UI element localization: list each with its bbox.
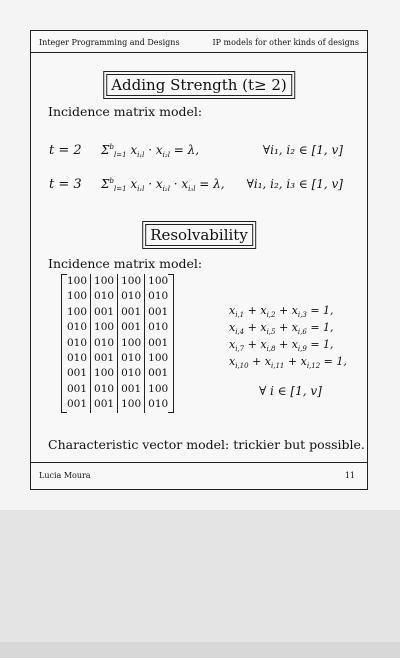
closing-remark: Characteristic vector model: trickier but possible. (48, 437, 365, 452)
section-title-resolvability: Resolvability (145, 224, 253, 246)
matrix-cell: 010 (67, 352, 88, 365)
paper-edge (0, 642, 400, 658)
constraint-2: $x_{i,4} + x_{i,5} + x_{i,6} = 1$, (229, 321, 334, 336)
matrix-cell: 100 (91, 366, 118, 381)
matrix-cell: 010 (118, 289, 145, 304)
matrix-row (64, 274, 171, 289)
matrix-row (64, 382, 171, 397)
matrix-cell: 010 (91, 289, 118, 304)
matrix-cell: 010 (145, 289, 172, 304)
matrix-cell: 001 (67, 398, 88, 411)
matrix-cell: 010 (145, 397, 172, 412)
matrix-cell: 100 (145, 382, 172, 397)
matrix-row (64, 397, 171, 412)
matrix-cell: 100 (91, 320, 118, 335)
matrix-cell: 001 (67, 367, 88, 380)
matrix-cell: 010 (91, 336, 118, 351)
matrix-cell: 001 (67, 382, 88, 395)
matrix-cell: 001 (118, 305, 145, 320)
constraint-3: $x_{i,7} + x_{i,8} + x_{i,9} = 1$, (229, 338, 334, 353)
matrix-cell: 100 (118, 397, 145, 412)
slide (30, 30, 368, 490)
matrix-cell: 010 (91, 382, 118, 397)
matrix-cell: 001 (118, 320, 145, 335)
matrix-cell: 100 (67, 290, 88, 303)
matrix-row (64, 305, 171, 320)
sum-equation-t3: $\Sigma^b_{l=1}$ $x_{i_1l} \cdot x_{i_2l} \cdot x_{i_3l} = \lambda$, (101, 177, 225, 193)
matrix-cell: 001 (91, 305, 118, 320)
matrix-cell: 100 (118, 336, 145, 351)
footer-rule (31, 462, 367, 463)
matrix-cell: 010 (67, 321, 88, 334)
matrix-row (64, 366, 171, 381)
matrix-cell: 001 (91, 397, 118, 412)
matrix-row (64, 289, 171, 304)
matrix-cell: 001 (145, 366, 172, 381)
matrix-cell: 100 (67, 275, 88, 287)
matrix-cell: 001 (145, 305, 172, 320)
matrix-cell: 001 (91, 351, 118, 366)
header-right: IP models for other kinds of designs (212, 38, 359, 47)
matrix-cell: 100 (67, 305, 88, 318)
quantifier-t3: ∀i₁, i₂, i₃ ∈ [1, v] (246, 177, 343, 191)
quantifier-t2: ∀i₁, i₂ ∈ [1, v] (262, 143, 343, 157)
case-label-t2: t = 2 (49, 143, 82, 158)
matrix-row (64, 336, 171, 351)
forall-quantifier: ∀ i ∈ [1, v] (259, 384, 322, 398)
constraint-4: $x_{i,10} + x_{i,11} + x_{i,12} = 1$, (229, 355, 347, 370)
blank-paper-area (0, 510, 400, 658)
incidence-matrix (61, 274, 174, 413)
matrix-cell: 100 (91, 274, 118, 289)
matrix-cell: 100 (145, 274, 172, 289)
incidence-matrix-table (64, 274, 171, 413)
matrix-cell: 010 (118, 351, 145, 366)
intro-strength: Incidence matrix model: (48, 104, 203, 119)
header-rule (31, 52, 367, 53)
page-number: 11 (344, 471, 355, 480)
matrix-cell: 001 (118, 382, 145, 397)
header-left: Integer Programming and Designs (39, 38, 180, 47)
matrix-cell: 010 (118, 366, 145, 381)
matrix-cell: 001 (145, 336, 172, 351)
matrix-cell: 100 (118, 274, 145, 289)
matrix-cell: 100 (145, 351, 172, 366)
section-title-strength: Adding Strength (t≥ 2) (106, 74, 292, 96)
intro-resolvability: Incidence matrix model: (48, 256, 203, 271)
sum-equation-t2: $\Sigma^b_{l=1}$ $x_{i_1l} \cdot x_{i_2l} = \lambda$, (101, 143, 200, 159)
matrix-cell: 010 (145, 320, 172, 335)
matrix-row (64, 320, 171, 335)
matrix-cell: 010 (67, 336, 88, 349)
case-label-t3: t = 3 (49, 177, 82, 192)
matrix-row (64, 351, 171, 366)
footer-author: Lucia Moura (39, 471, 91, 480)
constraint-1: $x_{i,1} + x_{i,2} + x_{i,3} = 1$, (229, 304, 334, 319)
